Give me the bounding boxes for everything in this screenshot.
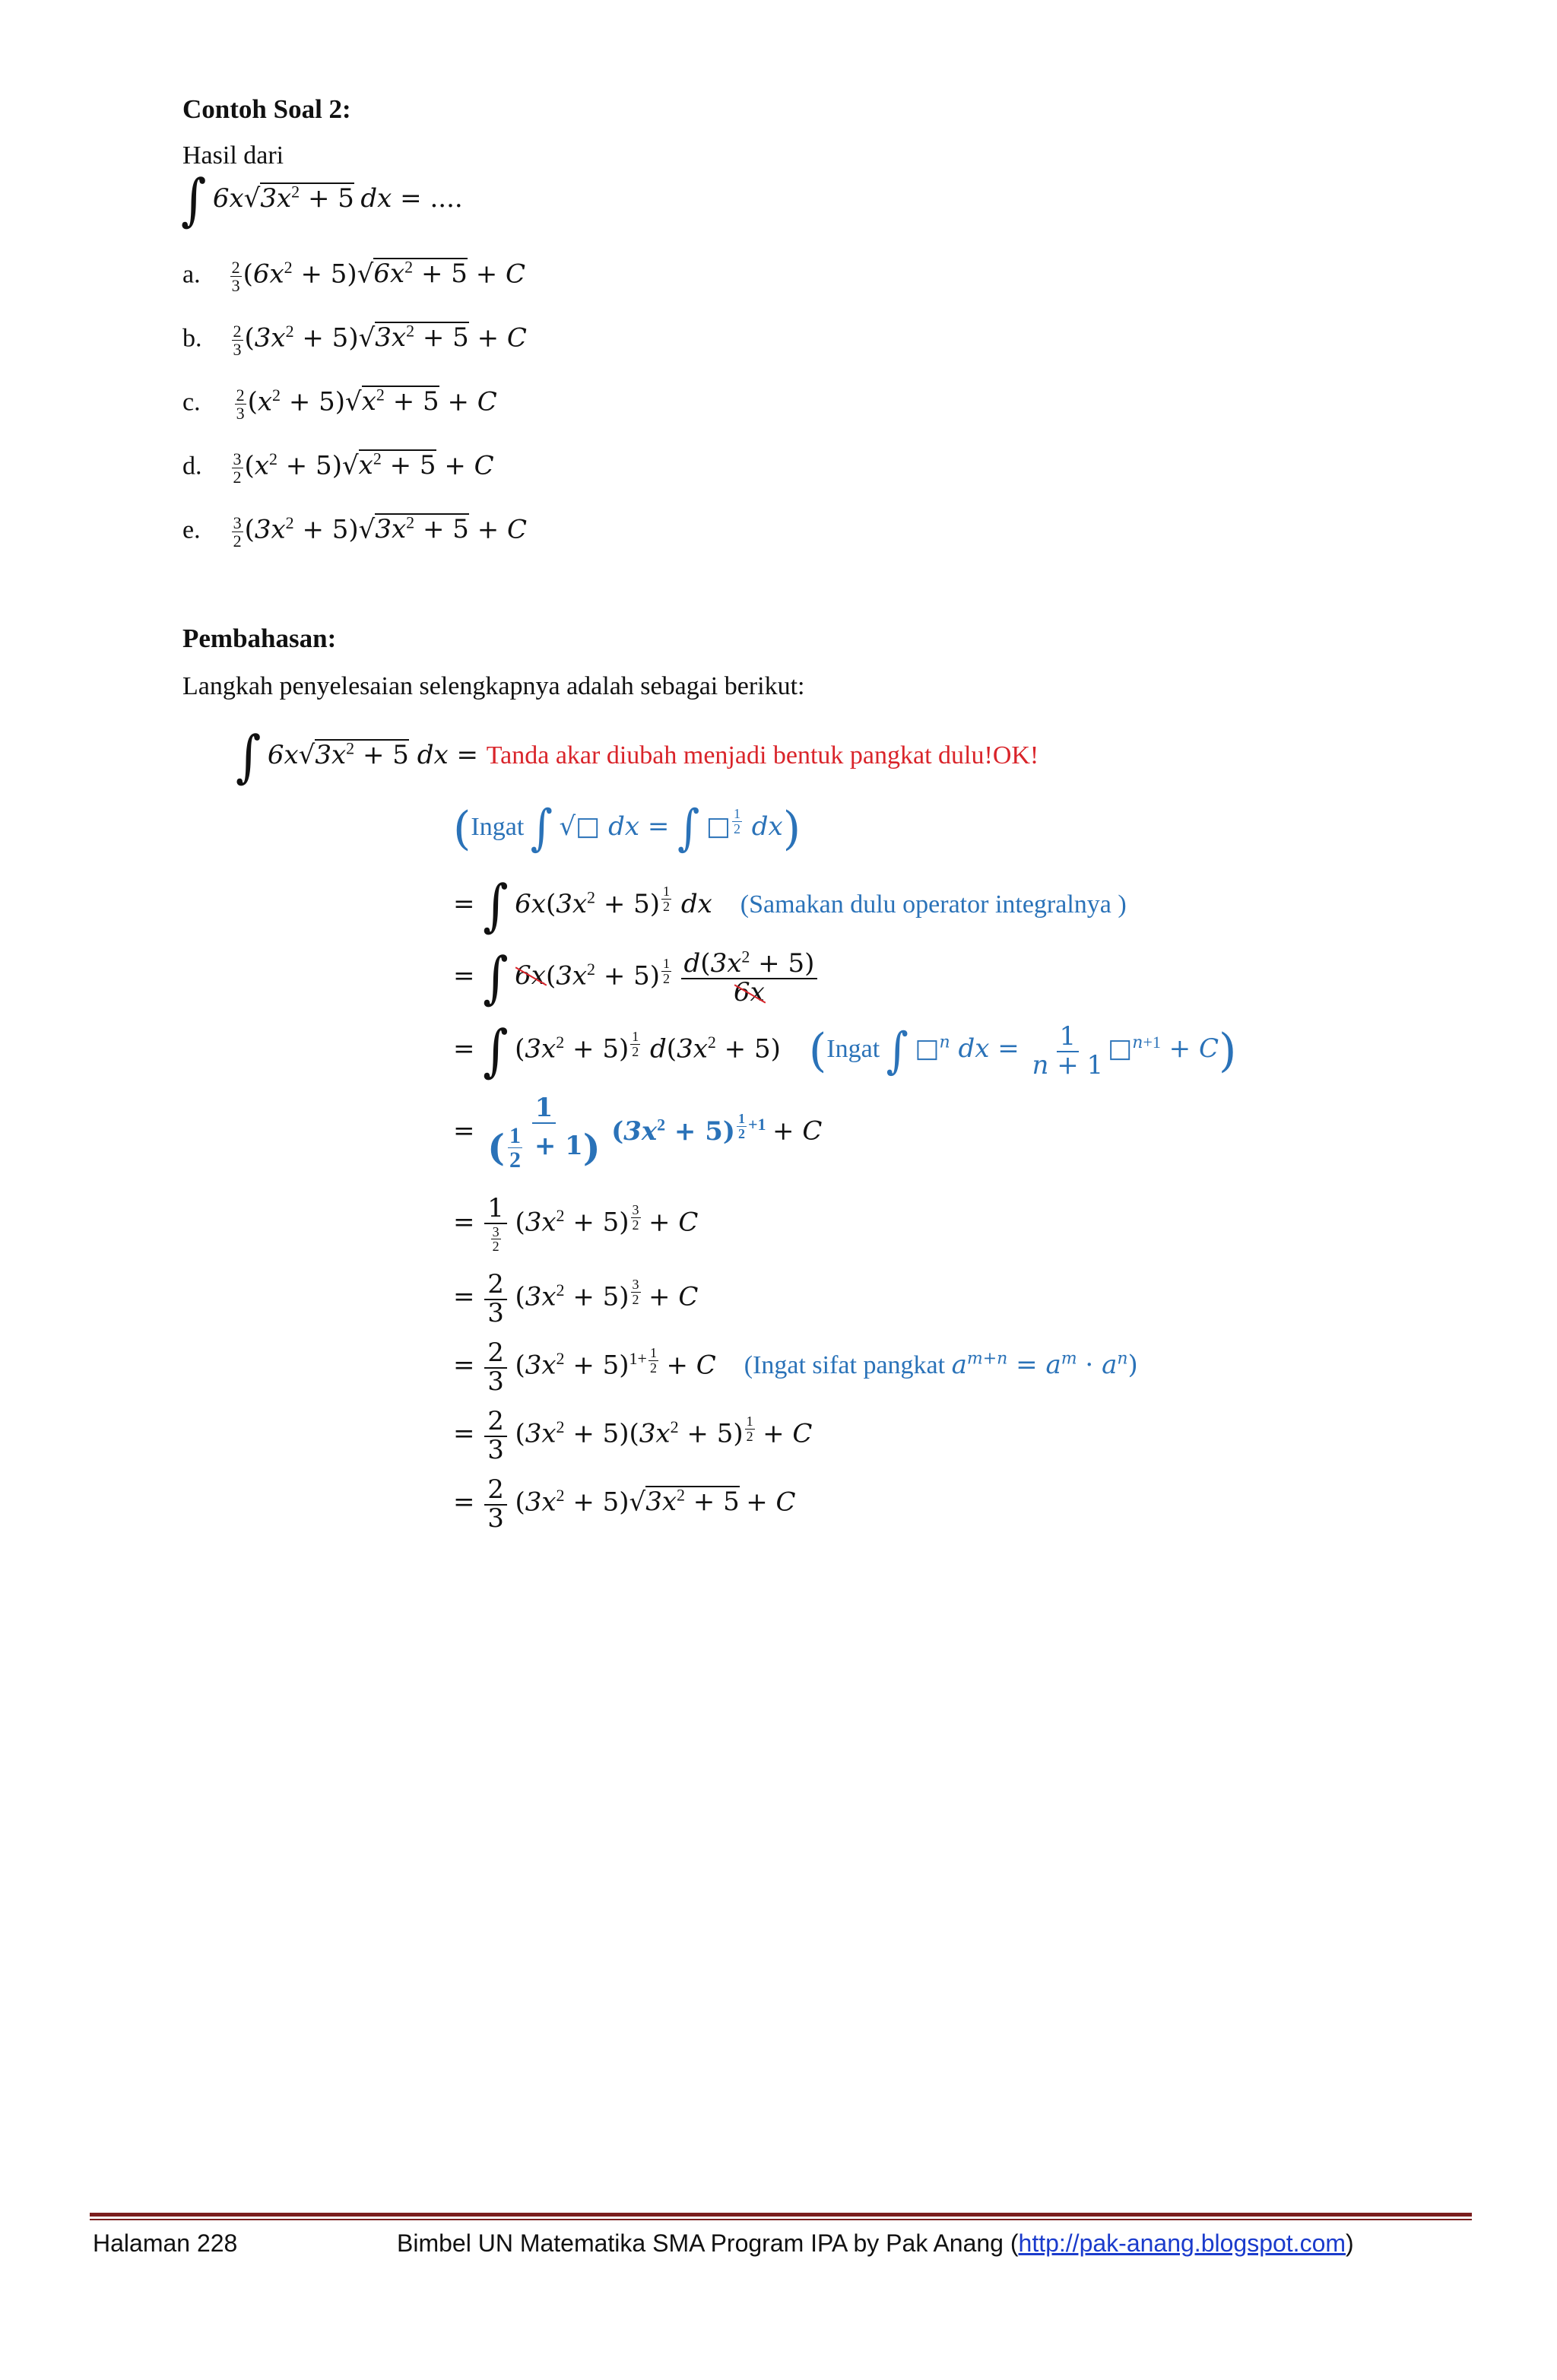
option-letter: b. (182, 324, 202, 353)
footer-title-text: Bimbel UN Matematika SMA Program IPA by Pak Anang ( (397, 2229, 1019, 2257)
question-prompt: Hasil dari (182, 141, 284, 170)
footer-page-number: Halaman 228 (93, 2229, 238, 2257)
solution-step-3: = ∫ $(3x^2 + 5)$ $^{\frac{1}{2}}$ $d(3x^2 + 5)$ (Ingat ∫ □$^n$ dx = $\frac{1}{n + 1}$ □$^{n+1}$ + C) (453, 1019, 1237, 1084)
solution-step-7: = $\frac{2}{3}$ $(3x^2 + 5)^{1+ \frac{1}{2}}$ + C (Ingat sifat pangkat $a^{m+n} = a^m \cdot a^n$) (453, 1338, 1138, 1397)
solution-step-9: = $\frac{2}{3}$ $(3x^2 + 5)√3x^2 + 5 + C$ (453, 1474, 796, 1534)
option-letter: a. (182, 260, 201, 289)
solution-step-8: = $\frac{2}{3}$ $(3x^2 + 5)(3x^2 + 5)$ $^{\frac{1}{2}}$ + C (453, 1406, 813, 1465)
option-c: c. $\frac{2}{3}$ $(x^2 + 5)√x^2 + 5 + C$ (182, 386, 497, 424)
solution-intro: Langkah penyelesaian selengkapnya adalah sebagai berikut: (182, 672, 805, 700)
option-a: a. $\frac{2}{3}$ $(6x^2 + 5)√6x^2 + 5 + C$ (182, 258, 526, 296)
note-samakan: (Samakan dulu operator integralnya ) (740, 890, 1127, 919)
option-letter: c. (182, 388, 201, 417)
solution-step-1: = ∫ $6x(3x^2 + 5)$ $^{\frac{1}{2}}$ dx (Samakan dulu operator integralnya ) (453, 874, 1127, 939)
sifat-pangkat-note: (Ingat sifat pangkat $a^{m+n} = a^m \cdot a^n$) (744, 1350, 1138, 1381)
ingat-label: Ingat (826, 1035, 880, 1064)
footer-close-paren: ) (1346, 2229, 1354, 2257)
solution-step-5: = $\frac{1}{\frac{3}{2}}$ $(3x^2 + 5)$ $^{\frac{3}{2}}$ + C (453, 1193, 699, 1255)
footer-title (397, 2229, 1354, 2258)
question-title: Contoh Soal 2: (182, 94, 351, 124)
solution-step-2: = ∫ $6x(3x^2 + 5)$ $^{\frac{1}{2}}$ $\frac{d(3x^2 + 5)}{6x}$ (453, 950, 819, 1006)
ingat-root-note: (Ingat ∫ √□ dx = ∫ □ $^{\frac{1}{2}}$ dx) (453, 800, 801, 857)
sifat-label: (Ingat sifat pangkat (744, 1351, 946, 1380)
solution-title: Pembahasan: (182, 624, 337, 653)
footer-link[interactable]: http://pak-anang.blogspot.com (1018, 2229, 1346, 2257)
ingat-power-note: (Ingat ∫ □$^n$ dx = $\frac{1}{n + 1}$ □$^{n+1}$ + C) (808, 1021, 1237, 1081)
option-e: e. $\frac{3}{2}$ $(3x^2 + 5)√3x^2 + 5 + C$ (182, 513, 528, 551)
note-red: Tanda akar diubah menjadi bentuk pangkat dulu!OK! (486, 741, 1039, 770)
option-d: d. $\frac{3}{2}$ $(x^2 + 5)√x^2 + 5 + C$ (182, 449, 494, 487)
footer-rule-thin (90, 2219, 1472, 2220)
ingat-label: Ingat (471, 812, 525, 841)
option-letter: e. (182, 516, 201, 544)
option-letter: d. (182, 452, 202, 481)
footer-rule-thick (90, 2213, 1472, 2217)
solution-step-6: = $\frac{2}{3}$ $(3x^2 + 5)$ $^{\frac{3}{2}}$ + C (453, 1269, 699, 1328)
solution-step-0: ∫ $6x√3x^2 + 5$ dx = Tanda akar diubah menjadi bentuk pangkat dulu!OK! (236, 725, 1039, 790)
question-integral: ∫ $6x√3x^2 + 5$ dx = .... (181, 168, 463, 233)
option-b: b. $\frac{2}{3}$ $(3x^2 + 5)√3x^2 + 5 + C$ (182, 322, 527, 360)
solution-step-4: = 1 ( $\frac{1}{2}$ + 1) $(3x^2 + 5)$ $^{\frac{1}{2} +1}$ + C (453, 1093, 823, 1173)
